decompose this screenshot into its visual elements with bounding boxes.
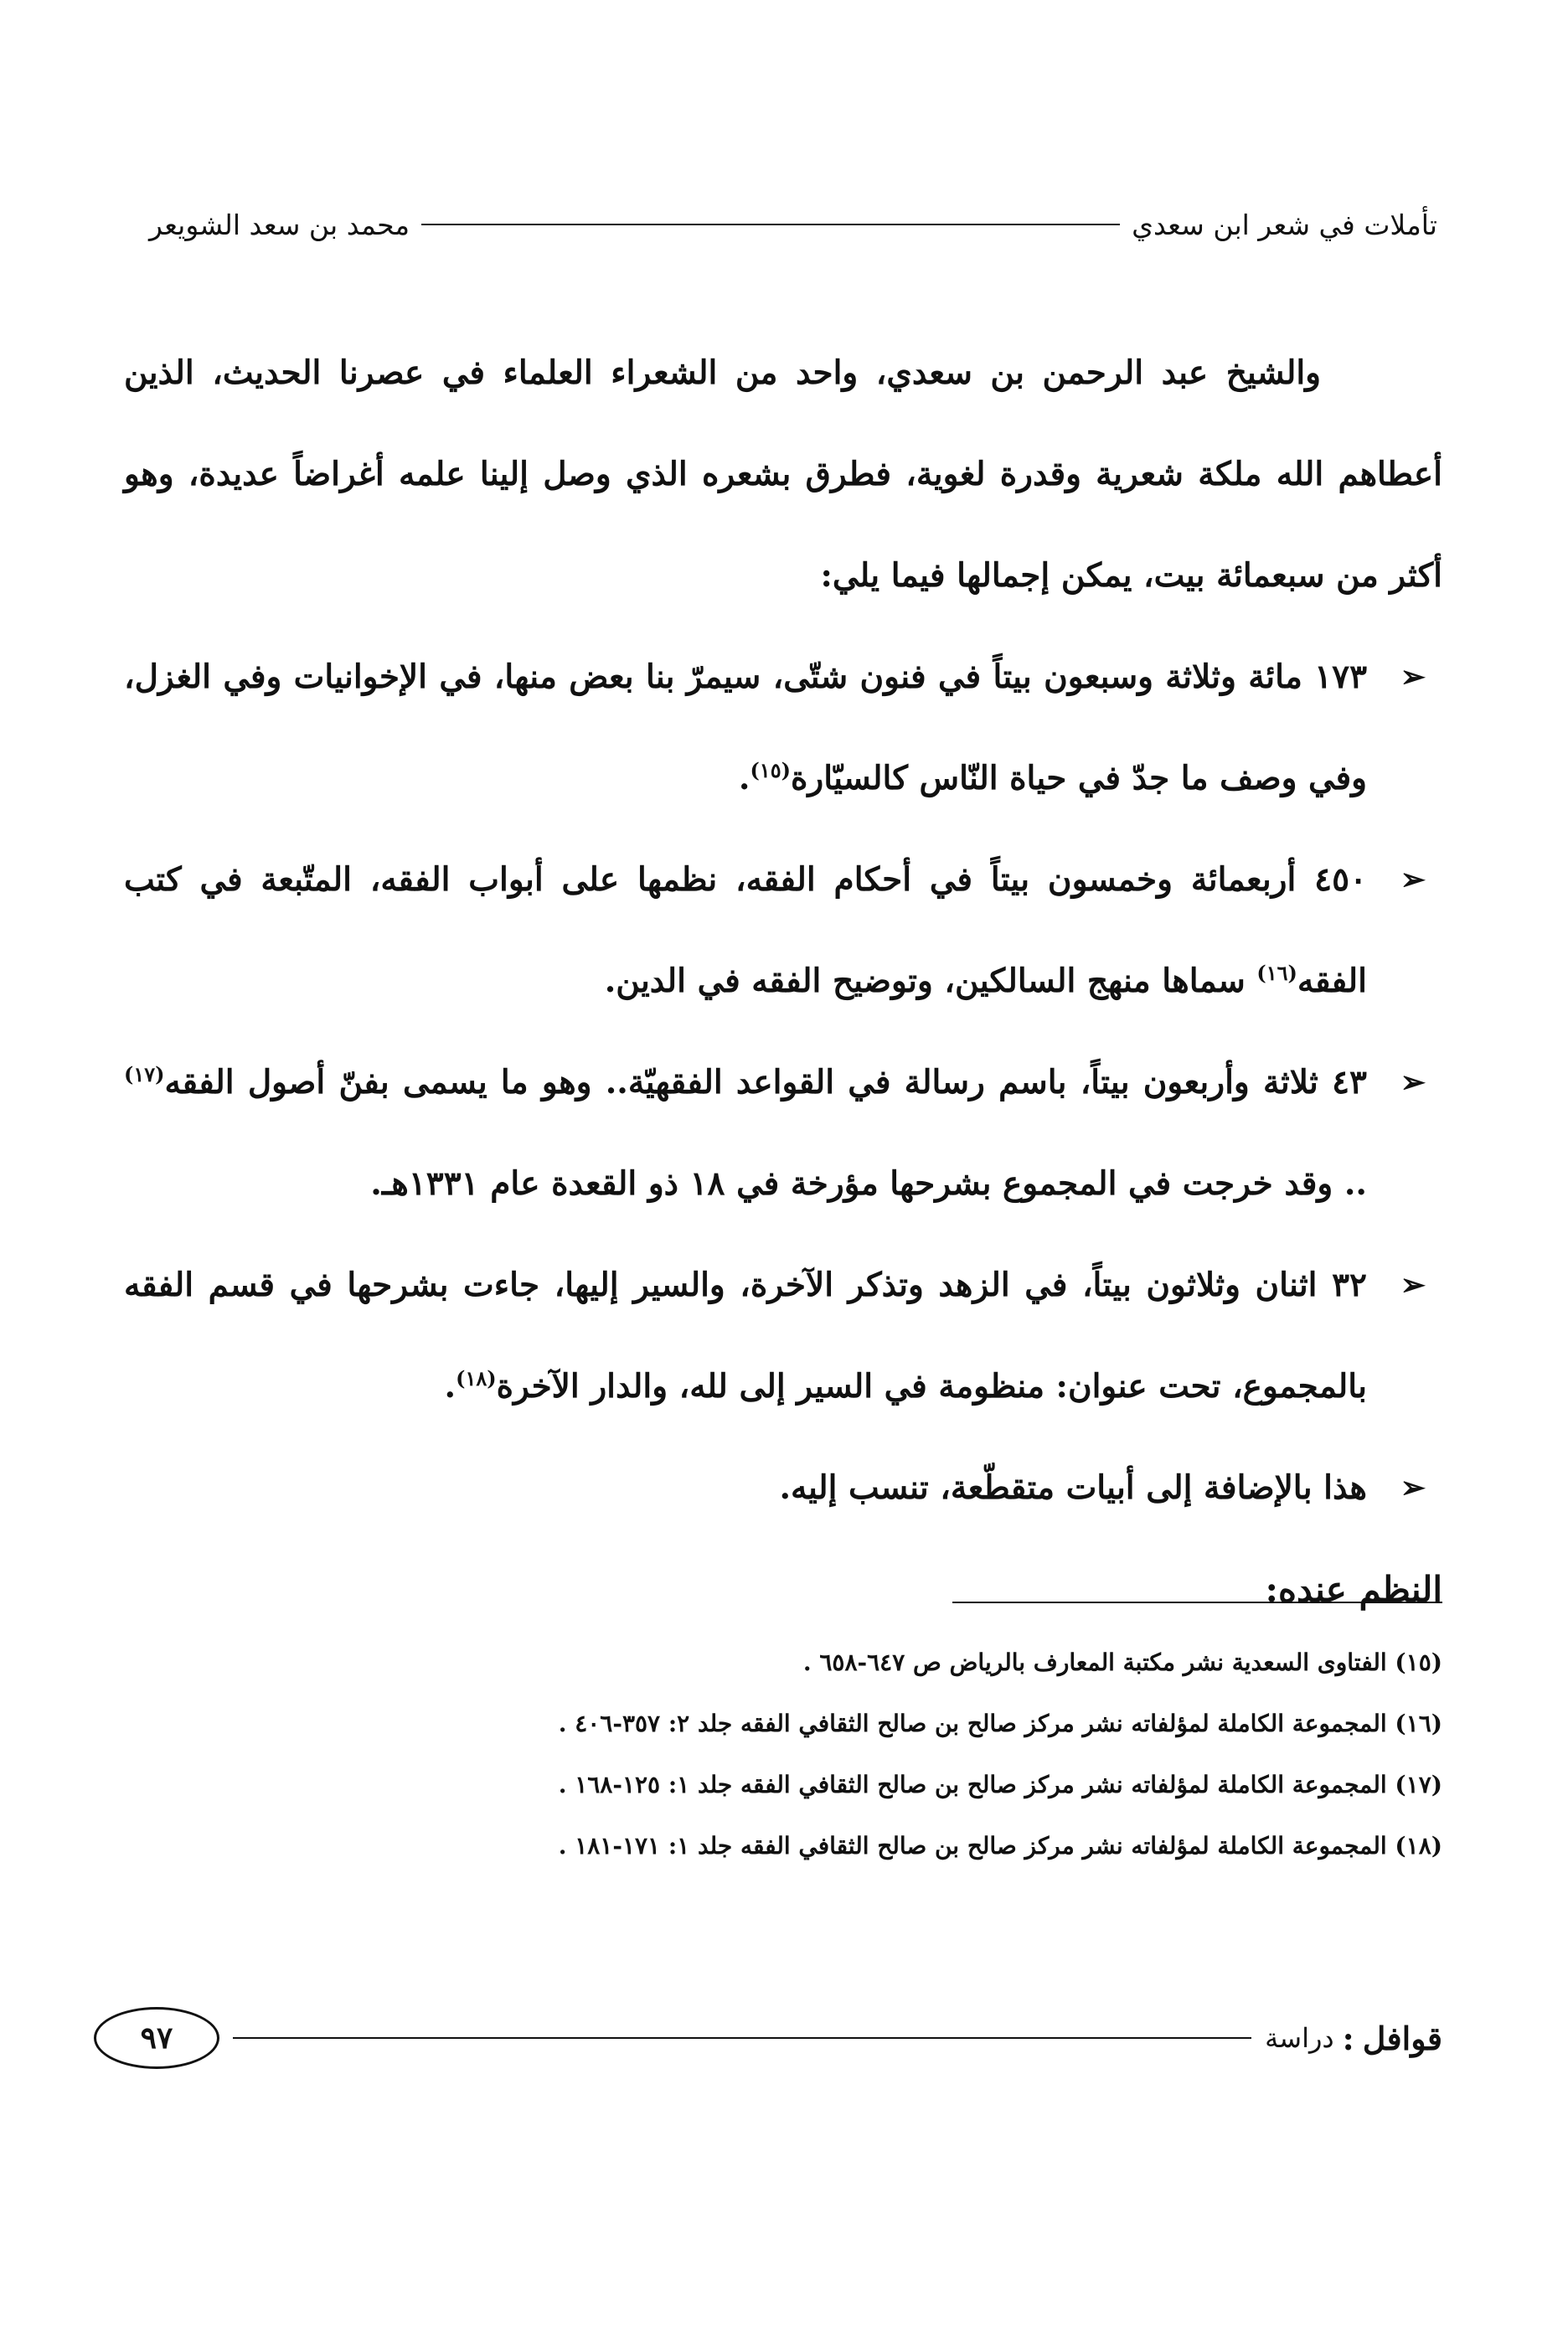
- author-name: محمد بن سعد الشويعر: [149, 208, 410, 241]
- footnotes: [124, 1632, 1442, 1876]
- item-line: ٣٢ اثنان وثلاثون بيتاً، في الزهد وتذكر الآخرة، والسير إليها، جاءت بشرحها في قسم: [208, 1266, 1367, 1304]
- list-item: [124, 829, 1442, 1032]
- item-line: الفقه: [164, 1063, 235, 1102]
- item-line: الغزل، وفي وصف ما جدّ في حياة النّاس كالسيّارة: [124, 658, 1367, 797]
- list-item: [124, 627, 1442, 829]
- item-tail: .: [444, 1367, 456, 1406]
- main-text: [124, 322, 1442, 1640]
- list-item: [124, 1032, 1442, 1235]
- intro-line: أكثر من سبعمائة بيت، يمكن إجمالها فيما يلي:: [820, 556, 1442, 595]
- arrow-bullet-icon: ➢: [1400, 1470, 1426, 1505]
- arrow-bullet-icon: ➢: [1400, 862, 1426, 897]
- poem-count-list: [124, 627, 1442, 1539]
- item-tail: .. وقد خرجت في المجموع بشرحها مؤرخة في ١٨ ذو القعدة عام ١٣٣١هـ.: [370, 1164, 1367, 1203]
- list-item: [124, 1235, 1442, 1437]
- arrow-bullet-icon: ➢: [1400, 659, 1426, 694]
- arrow-bullet-icon: ➢: [1400, 1267, 1426, 1303]
- item-line: ١٧٣ مائة وثلاثة وسبعون بيتاً في فنون شتّى، سيمرّ بنا بعض منها، في الإخوانيات وفي: [223, 658, 1368, 696]
- intro-line: أعطاهم الله ملكة شعرية وقدرة لغوية، فطرق بشعره الذي وصل إلينا علمه أغراضاً عديدة، وهو: [124, 455, 1442, 493]
- footnote: (١٨) المجموعة الكاملة لمؤلفاته نشر مركز صالح بن صالح الثقافي الفقه جلد ١: ١٧١-١٨١ .: [558, 1832, 1442, 1860]
- footnote-ref: (١٨): [456, 1366, 497, 1390]
- section-label: دراسة: [1265, 2022, 1334, 2054]
- page-footer: [94, 2000, 1442, 2076]
- footnote-ref: (١٦): [1256, 961, 1297, 985]
- footnote: (١٦) المجموعة الكاملة لمؤلفاته نشر مركز صالح بن صالح الثقافي الفقه جلد ٢: ٣٥٧-٤٠٦ .: [558, 1710, 1442, 1737]
- footnote-ref: (١٧): [124, 1062, 165, 1086]
- footnote-ref: (١٥): [750, 758, 791, 782]
- book-title: تأملات في شعر ابن سعدي: [1132, 208, 1437, 241]
- list-item: [124, 1437, 1442, 1539]
- item-line: الفقه بالمجموع، تحت عنوان: منظومة في السير إلى لله، والدار الآخرة: [124, 1266, 1367, 1406]
- item-tail: .: [738, 759, 750, 797]
- intro-line: والشيخ عبد الرحمن بن سعدي، واحد من الشعراء العلماء في عصرنا الحديث، الذين: [124, 353, 1321, 392]
- footnote-divider: [952, 1602, 1442, 1603]
- footer-rule: [233, 2037, 1251, 2039]
- header-rule: [421, 224, 1120, 225]
- footer-colon: :: [1342, 2019, 1354, 2057]
- magazine-name: قوافل: [1362, 2019, 1442, 2057]
- page-number: ٩٧: [94, 2007, 219, 2069]
- arrow-bullet-icon: ➢: [1400, 1065, 1426, 1100]
- section-heading: النظم عنده:: [1265, 1569, 1442, 1610]
- item-line: ٤٥٠ أربعمائة وخمسون بيتاً في أحكام الفقه، نظمها على أبواب الفقه،: [369, 860, 1368, 899]
- item-line: المتّبعة في كتب الفقه: [124, 860, 1367, 1000]
- item-tail: سماها منهج السالكين، وتوضيح الفقه في الدين.: [604, 962, 1257, 1000]
- item-line: ٤٣ ثلاثة وأربعون بيتاً، باسم رسالة في القواعد الفقهيّة.. وهو ما يسمى بفنّ أصول: [247, 1063, 1367, 1102]
- footnote: (١٥) الفتاوى السعدية نشر مكتبة المعارف بالرياض ص ٦٤٧-٦٥٨ .: [802, 1648, 1442, 1676]
- running-header: [149, 199, 1437, 250]
- item-line: هذا بالإضافة إلى أبيات متقطّعة، تنسب إليه.: [779, 1468, 1367, 1507]
- intro-paragraph: [124, 322, 1442, 627]
- footnote: (١٧) المجموعة الكاملة لمؤلفاته نشر مركز صالح بن صالح الثقافي الفقه جلد ١: ١٢٥-١٦٨ .: [558, 1771, 1442, 1798]
